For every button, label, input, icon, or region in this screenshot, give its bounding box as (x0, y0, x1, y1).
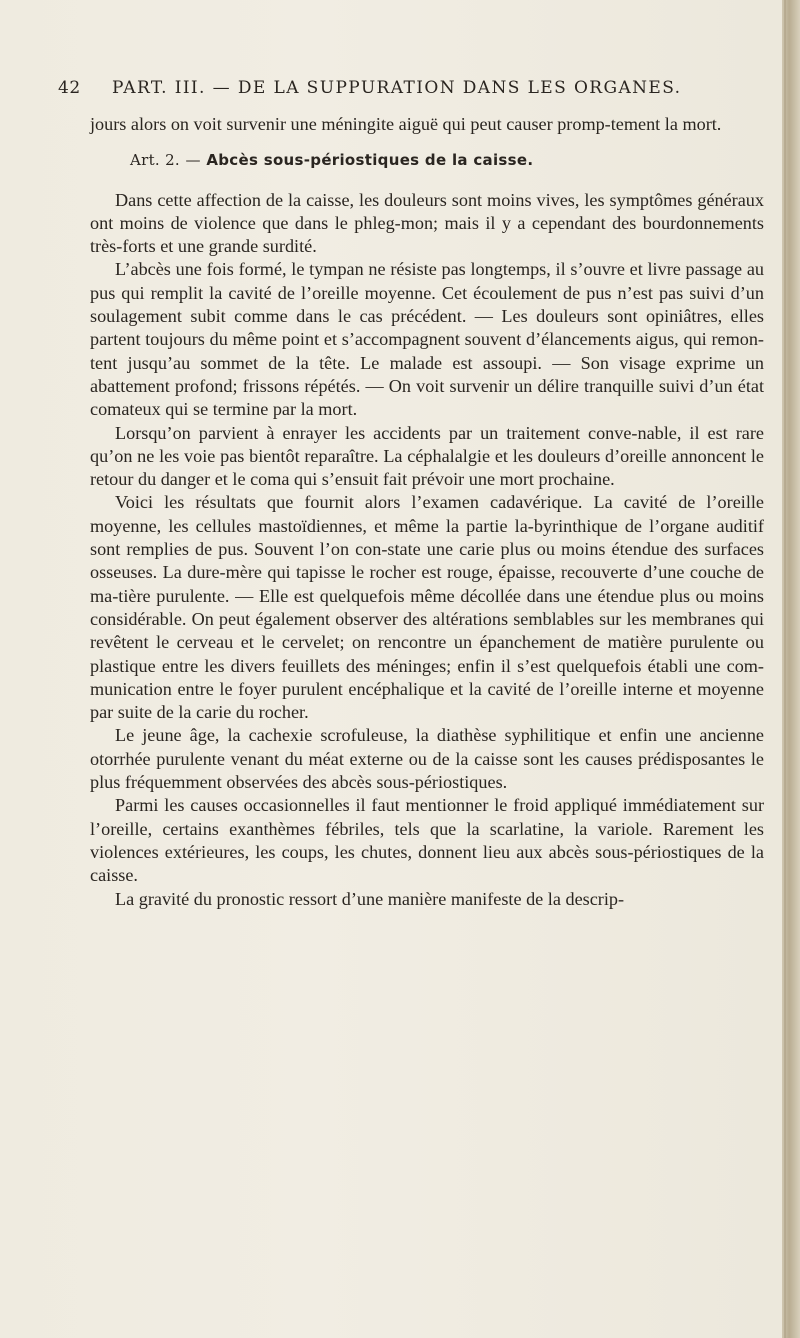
section-dash: — (185, 151, 201, 170)
running-title: PART. III. — DE LA SUPPURATION DANS LES ORGANES. (112, 78, 682, 98)
paragraph-truncated: La gravité du pronostic ressort d’une manière manifeste de la descrip- (115, 888, 625, 909)
section-heading (90, 149, 764, 172)
section-label: Art. 2. (130, 151, 180, 170)
page-header (58, 78, 718, 106)
body-text (90, 113, 764, 911)
paragraph-continued: jours alors on voit survenir une méningite aiguë qui peut causer promp-tement la mort. (90, 114, 722, 134)
paragraph: Voici les résultats que fournit alors l’examen cadavérique. La cavité de l’oreille moyenne, les cellules mastoïdiennes, et même la partie la-byrinthique de l’organe auditif sont remplies de pus. Souvent l’on con-state une carie plus ou moins étendue des surfaces osseuses. La dure-mère qui tapisse le rocher est rouge, épaisse, recouverte d’une couche de ma-tière purulente. — Elle est quelquefois même décollée dans une étendue plus ou moins considérable. On peut également observer des altérations semblables sur les membranes qui revêtent le cerveau et le cervelet; on rencontre un épanchement de matière purulente ou plastique entre les divers feuillets des méninges; enfin il s’est quelquefois établi une com-munication entre le foyer purulent encéphalique et la cavité de l’oreille interne et moyenne par suite de la carie du rocher. (90, 492, 764, 723)
paragraph: Lorsqu’on parvient à enrayer les accidents par un traitement conve-nable, il est rare qu’on ne les voie pas bientôt reparaître. La céphalalgie et les douleurs d’oreille annoncent le retour du danger et le coma qui s’ensuit fait prévoir une mort prochaine. (90, 422, 764, 490)
paragraph: Dans cette affection de la caisse, les douleurs sont moins vives, les symptômes généraux ont moins de violence que dans le phleg-mon; mais il y a cependant des bourdonnements très-forts et une grande surdité. (90, 189, 764, 257)
paragraph: L’abcès une fois formé, le tympan ne résiste pas longtemps, il s’ouvre et livre passage au pus qui remplit la cavité de l’oreille moyenne. Cet écoulement de pus n’est pas suivi d’un soulagement subit comme dans le cas précédent. — Les douleurs sont opiniâtres, elles partent toujours du même point et s’accompagnent souvent d’élancements aigus, qui remon-tent jusqu’au sommet de la tête. Le malade est assoupi. — Son visage exprime un abattement profond; frissons répétés. — On voit survenir un délire tranquille suivi d’un état comateux qui se termine par la mort. (90, 259, 764, 420)
paragraph: Parmi les causes occasionnelles il faut mentionner le froid appliqué immédiatement sur l’oreille, certains exanthèmes fébriles, tels que la scarlatine, la variole. Rarement les violences extérieures, les coups, les chutes, donnent lieu aux abcès sous-périostiques de la caisse. (90, 795, 764, 886)
page-edge (782, 0, 800, 1338)
page-number: 42 (58, 78, 81, 98)
paragraph: Le jeune âge, la cachexie scrofuleuse, la diathèse syphilitique et enfin une ancienne otorrhée purulente venant du méat externe ou de la caisse sont les causes prédisposantes le plus fréquemment observées des abcès sous-périostiques. (90, 725, 764, 793)
section-title: Abcès sous-périostiques de la caisse. (206, 151, 534, 170)
